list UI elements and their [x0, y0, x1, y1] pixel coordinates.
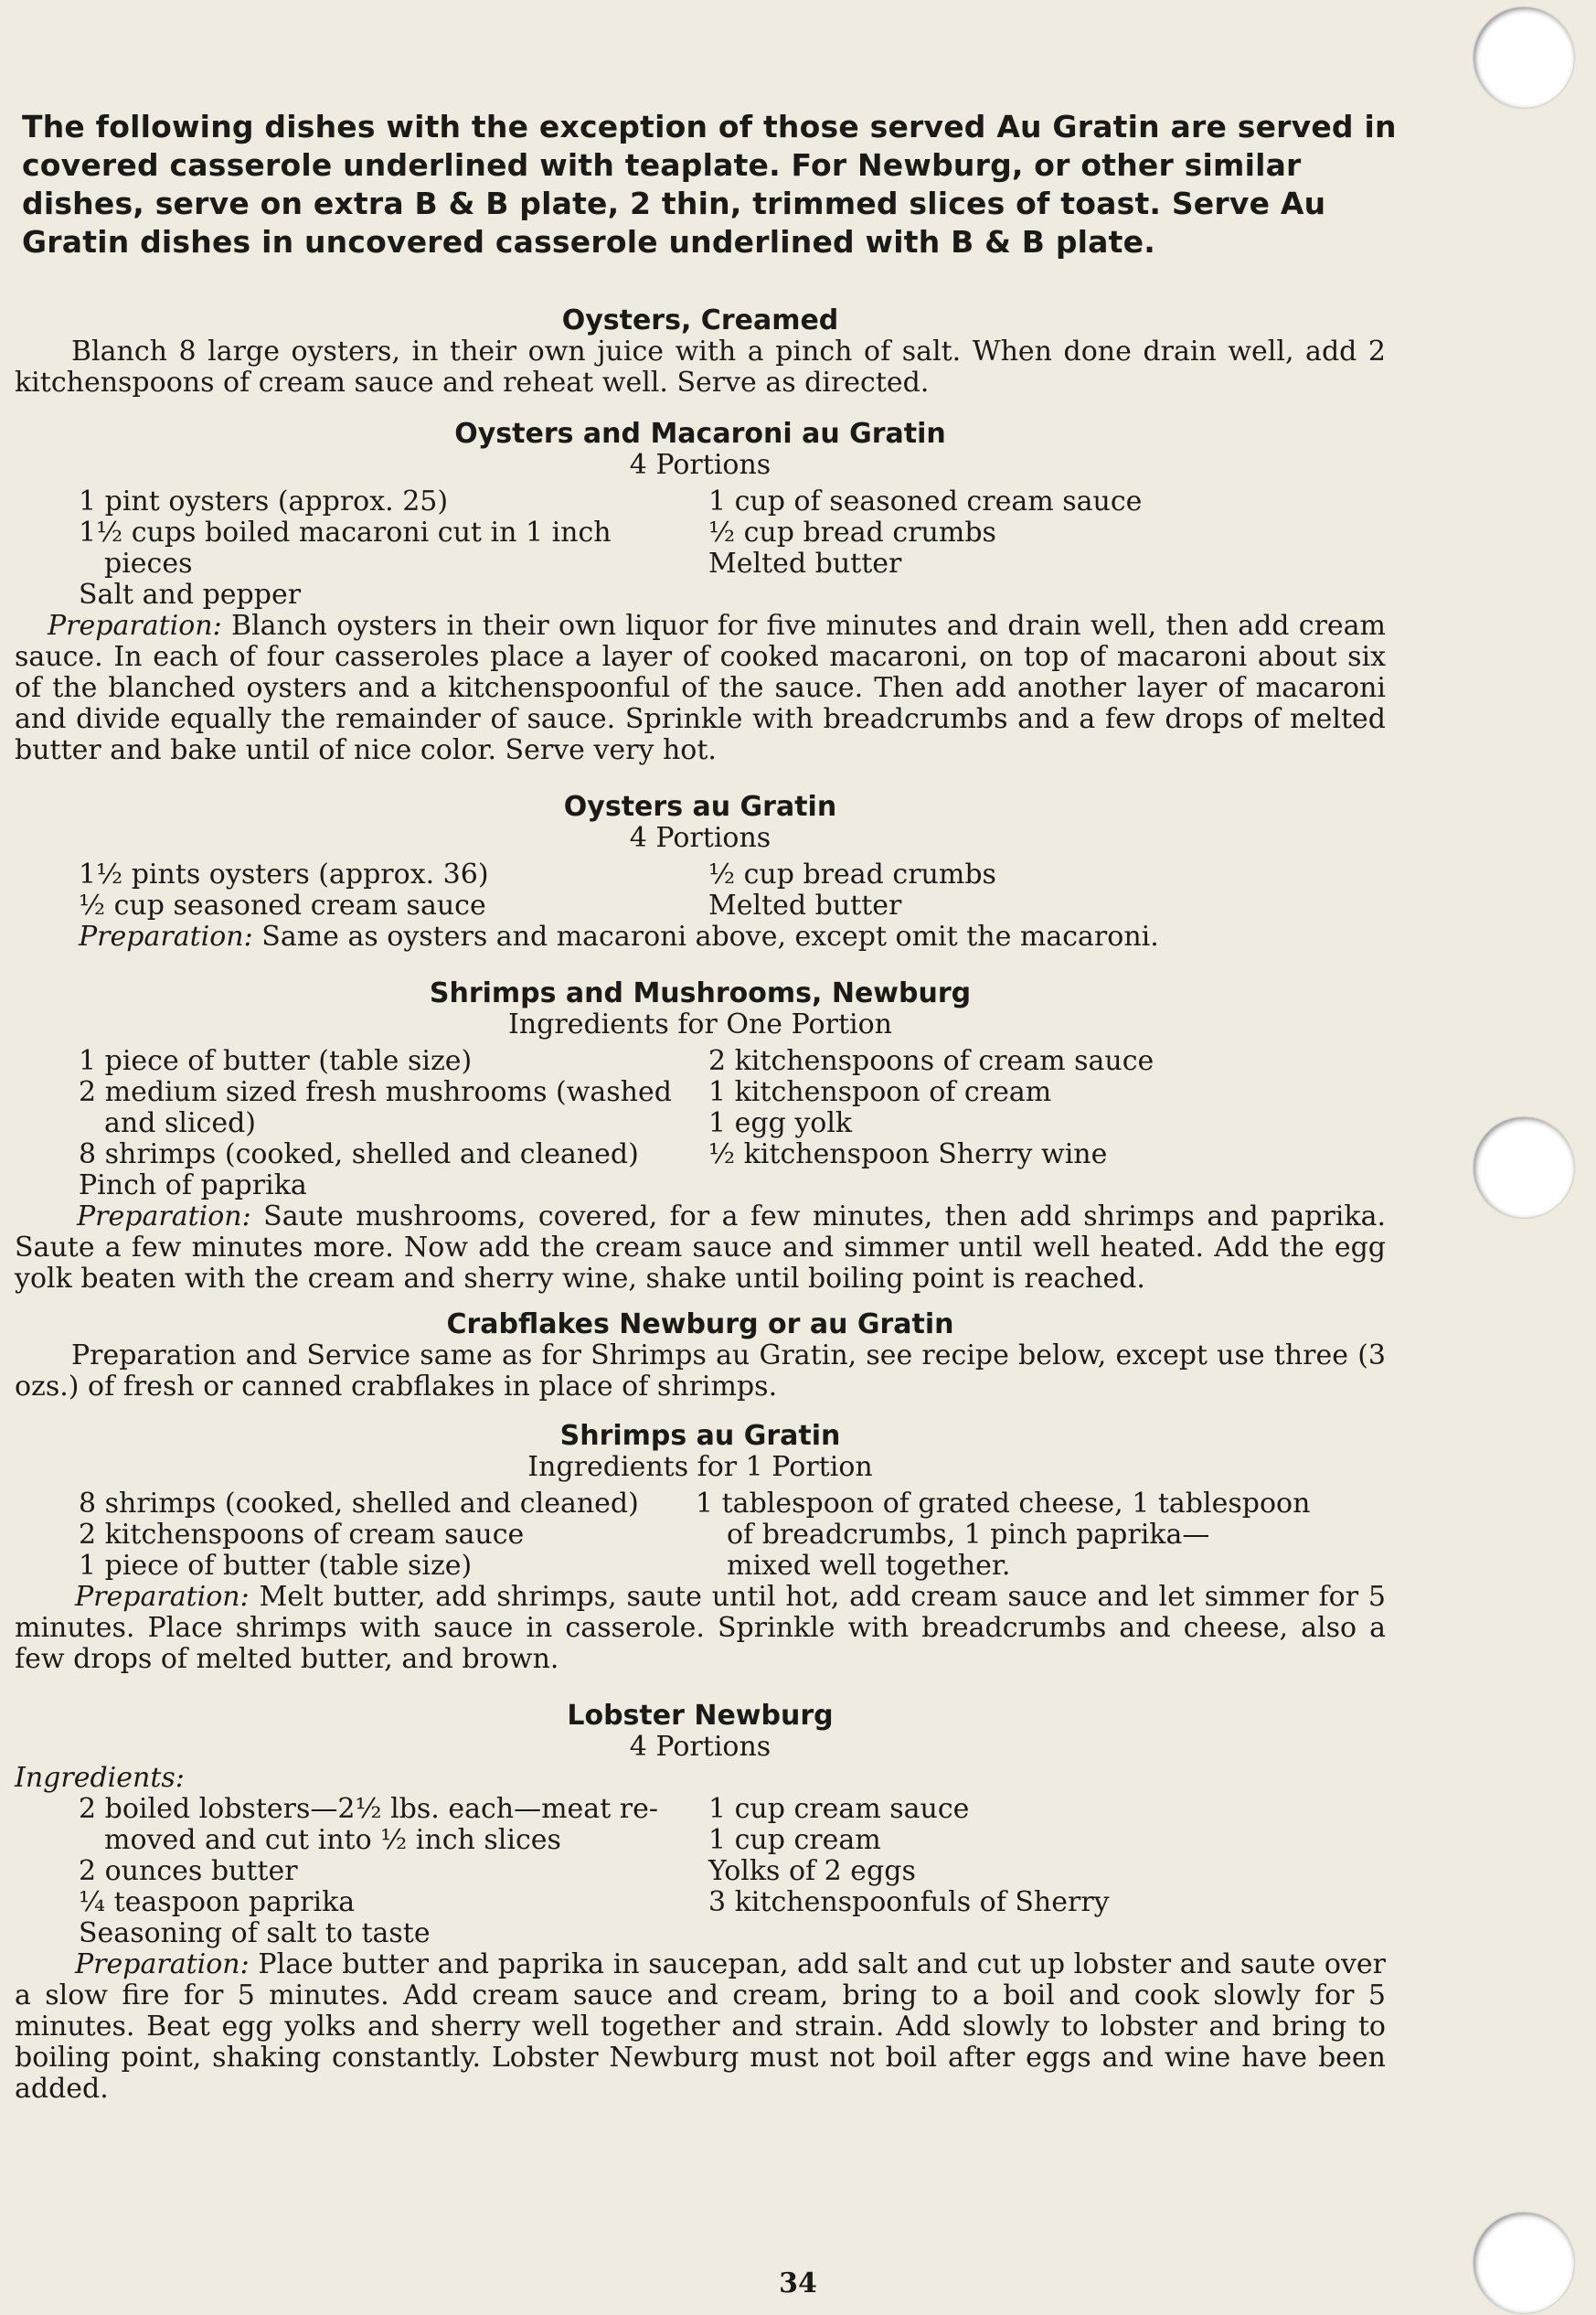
ingredient: Melted butter [708, 548, 902, 580]
recipe-portions: Ingredients for 1 Portion [527, 1451, 873, 1483]
ingredient: 8 shrimps (cooked, shelled and cleaned) [79, 1138, 639, 1170]
recipes-section [15, 305, 1386, 2105]
ingredient: 1 egg yolk [708, 1107, 853, 1139]
ingredients-left [15, 859, 696, 922]
ingredient: 2 medium sized fresh mushrooms (washed and sliced) [79, 1076, 672, 1139]
binder-hole [1474, 7, 1574, 108]
preparation: Preparation: Same as oysters and macaroni above, except omit the macaroni. [79, 921, 1159, 953]
ingredients-right [696, 486, 1386, 611]
ingredient: Melted butter [708, 890, 902, 922]
ingredients-right [696, 859, 1386, 922]
ingredient: 1 tablespoon of grated cheese, 1 tablespoon [696, 1488, 1311, 1520]
recipe-portions: 4 Portions [629, 822, 771, 854]
recipe-oysters-gratin [15, 792, 1386, 953]
preparation: Preparation: Place butter and paprika in saucepan, add salt and cut up lobster and saute over a slow fire for 5 minutes. Add cream sauce and cream, bring to a boil and cook slowly for 5 minutes. Beat egg yolks and sherry well together and strain. Add slowly to lobster and bring to boiling point, shaking constantly. Lobster Newburg must not boil after eggs and wine have been added. [15, 1948, 1386, 2105]
recipe-text: Blanch 8 large oysters, in their own juice with a pinch of salt. When done drain well, add 2 kitchenspoons of cream sauce and reheat well. Serve as directed. [15, 336, 1386, 399]
ingredient: 1 piece of butter (table size) [79, 1045, 473, 1077]
recipe-portions: 4 Portions [629, 1731, 771, 1763]
recipe-title: Oysters and Macaroni au Gratin [454, 418, 946, 450]
recipe-oysters-macaroni [15, 419, 1386, 766]
preparation: Preparation: Melt butter, add shrimps, saute until hot, add cream sauce and let simmer for 5 minutes. Place shrimps with sauce in casserole. Sprinkle with breadcrumbs and cheese, also a few drops of melted butter, and brown. [15, 1581, 1386, 1675]
recipe-lobster-newburg [15, 1701, 1386, 2105]
intro-paragraph: The following dishes with the exception of those served Au Gratin are served in covered casserole underlined with teaplate. For Newburg, or other similar dishes, serve on extra B & B plate, 2 thin, trimmed slices of toast. Serve Au Gratin dishes in uncovered casserole underlined with B & B plate. [22, 109, 1397, 260]
ingredient: Yolks of 2 eggs [708, 1855, 916, 1887]
recipe-title: Shrimps au Gratin [559, 1420, 841, 1452]
ingredients-left [15, 1794, 696, 1949]
ingredients-left [15, 1046, 696, 1201]
ingredient: ½ cup bread crumbs [708, 859, 996, 891]
ingredient: 1 kitchenspoon of cream [708, 1076, 1052, 1108]
ingredients-columns [15, 1488, 1386, 1582]
preparation: Preparation: Saute mushrooms, covered, for a few minutes, then add shrimps and paprika. Saute a few minutes more. Now add the cream sauce and simmer until well heated. Add the egg yolk beaten with the cream and sherry wine, shake until boiling point is reached. [15, 1200, 1386, 1295]
ingredient: 1½ pints oysters (approx. 36) [79, 859, 489, 891]
ingredient: 2 kitchenspoons of cream sauce [79, 1519, 525, 1551]
ingredient: Seasoning of salt to taste [79, 1917, 431, 1949]
ingredient: Pinch of paprika [79, 1169, 307, 1201]
ingredients-label: Ingredients: [15, 1762, 185, 1794]
ingredient: ½ cup seasoned cream sauce [79, 890, 486, 922]
ingredient: 8 shrimps (cooked, shelled and cleaned) [79, 1488, 639, 1520]
ingredient: 1 pint oysters (approx. 25) [79, 485, 449, 517]
ingredient: 1½ cups boiled macaroni cut in 1 inch pieces [79, 517, 612, 580]
preparation: Preparation: Blanch oysters in their own liquor for five minutes and drain well, then add cream sauce. In each of four casseroles place a layer of cooked macaroni, on top of macaroni about six of the blanched oysters and a kitchenspoonful of the sauce. Then add another layer of macaroni and divide equally the remainder of sauce. Sprinkle with breadcrumbs and a few drops of melted butter and bake until of nice color. Serve very hot. [15, 610, 1386, 766]
recipe-title: Oysters, Creamed [561, 304, 839, 336]
ingredient: 3 kitchenspoonfuls of Sherry [708, 1886, 1110, 1918]
ingredients-left [15, 1488, 696, 1582]
recipe-portions: Ingredients for One Portion [508, 1008, 892, 1040]
ingredient: 1 cup cream [708, 1824, 881, 1856]
ingredient: 2 boiled lobsters—2½ lbs. each—meat re- moved and cut into ½ inch slices [79, 1793, 659, 1856]
ingredient: of breadcrumbs, 1 pinch paprika— [727, 1519, 1210, 1551]
recipe-title: Oysters au Gratin [563, 791, 837, 823]
ingredient: ½ kitchenspoon Sherry wine [708, 1138, 1108, 1170]
ingredient: ¼ teaspoon paprika [79, 1886, 356, 1918]
ingredients-columns [15, 1794, 1386, 1949]
recipe-shrimps-gratin [15, 1421, 1386, 1675]
recipe-title: Lobster Newburg [567, 1700, 834, 1732]
ingredient: ½ cup bread crumbs [708, 517, 996, 549]
ingredient: 2 ounces butter [79, 1855, 298, 1887]
ingredient: 1 cup of seasoned cream sauce [708, 485, 1143, 517]
ingredients-right [696, 1046, 1386, 1201]
ingredient: mixed well together. [727, 1550, 1011, 1582]
ingredient: Salt and pepper [79, 579, 302, 611]
recipe-shrimps-mushrooms [15, 978, 1386, 1295]
ingredients-right [696, 1488, 1386, 1582]
page-number: 34 [779, 2267, 817, 2299]
recipe-title: Crabflakes Newburg or au Gratin [446, 1308, 954, 1340]
recipe-oysters-creamed [15, 305, 1386, 399]
ingredient: 2 kitchenspoons of cream sauce [708, 1045, 1154, 1077]
ingredients-right [696, 1794, 1386, 1949]
ingredients-left [15, 486, 696, 611]
recipe-crabflakes [15, 1309, 1386, 1403]
recipe-portions: 4 Portions [629, 449, 771, 481]
ingredients-columns [15, 486, 1386, 611]
recipe-title: Shrimps and Mushrooms, Newburg [429, 977, 972, 1009]
ingredients-columns [15, 859, 1386, 922]
recipe-text: Preparation and Service same as for Shrimps au Gratin, see recipe below, except use three (3 ozs.) of fresh or canned crabflakes in place of shrimps. [15, 1339, 1386, 1403]
ingredients-columns [15, 1046, 1386, 1201]
ingredient: 1 piece of butter (table size) [79, 1550, 473, 1582]
ingredient: 1 cup cream sauce [708, 1793, 970, 1825]
binder-hole [1474, 1117, 1574, 1218]
